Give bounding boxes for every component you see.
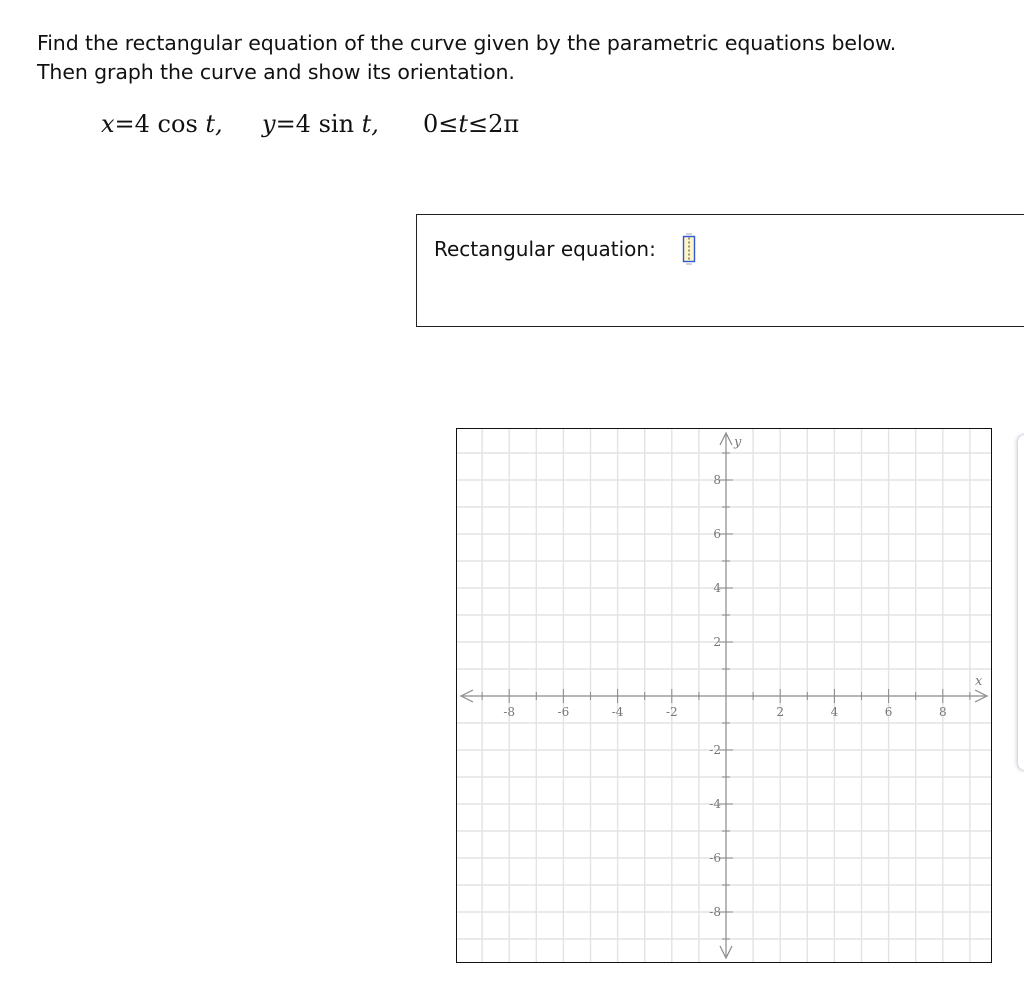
- x-tick-label: 4: [830, 705, 839, 719]
- y-equation-rhs: =4 sin: [275, 110, 362, 138]
- x-tick-label: -8: [503, 705, 516, 719]
- y-equation: [262, 110, 379, 138]
- y-tick-label: -4: [709, 797, 721, 811]
- x-equation-rhs: =4 cos: [114, 110, 206, 138]
- x-equation: [101, 110, 223, 138]
- parametric-equations: [0, 110, 700, 146]
- problem-text-line-1: Find the rectangular equation of the curve given by the parametric equations below.: [37, 31, 897, 55]
- y-tick-label: 8: [713, 473, 721, 487]
- y-tick-label: 2: [713, 635, 721, 649]
- x-axis-label: x: [975, 674, 983, 689]
- y-variable: y: [262, 110, 276, 138]
- x-tick-label: 6: [884, 705, 893, 719]
- coordinate-plane[interactable]: [457, 429, 991, 962]
- side-panel-tab[interactable]: [1017, 434, 1024, 771]
- answer-box: [416, 214, 1024, 327]
- graphing-canvas[interactable]: [456, 428, 992, 963]
- range-left: 0≤: [423, 110, 459, 138]
- x-tick-label: -2: [665, 705, 678, 719]
- y-tick-label: -2: [709, 743, 721, 757]
- range-param: t: [458, 110, 469, 138]
- x-tick-label: 2: [776, 705, 785, 719]
- range-right: ≤2π: [468, 110, 520, 138]
- parameter-range: [423, 110, 519, 138]
- problem-text-line-2: Then graph the curve and show its orientation.: [37, 59, 515, 84]
- y-equation-param: t,: [361, 110, 379, 138]
- y-tick-label: 6: [713, 527, 721, 541]
- y-tick-label: -8: [709, 905, 721, 919]
- x-tick-label: 8: [938, 705, 947, 719]
- rectangular-equation-input[interactable]: [680, 232, 698, 267]
- problem-statement: [37, 29, 1022, 86]
- x-equation-param: t,: [205, 110, 223, 138]
- y-tick-label: 4: [713, 581, 721, 595]
- x-tick-label: -6: [557, 705, 570, 719]
- x-tick-label: -4: [611, 705, 624, 719]
- rectangular-equation-label: Rectangular equation:: [434, 237, 656, 261]
- x-variable: x: [101, 110, 115, 138]
- y-tick-label: -6: [709, 851, 721, 865]
- y-axis-label: y: [734, 435, 742, 450]
